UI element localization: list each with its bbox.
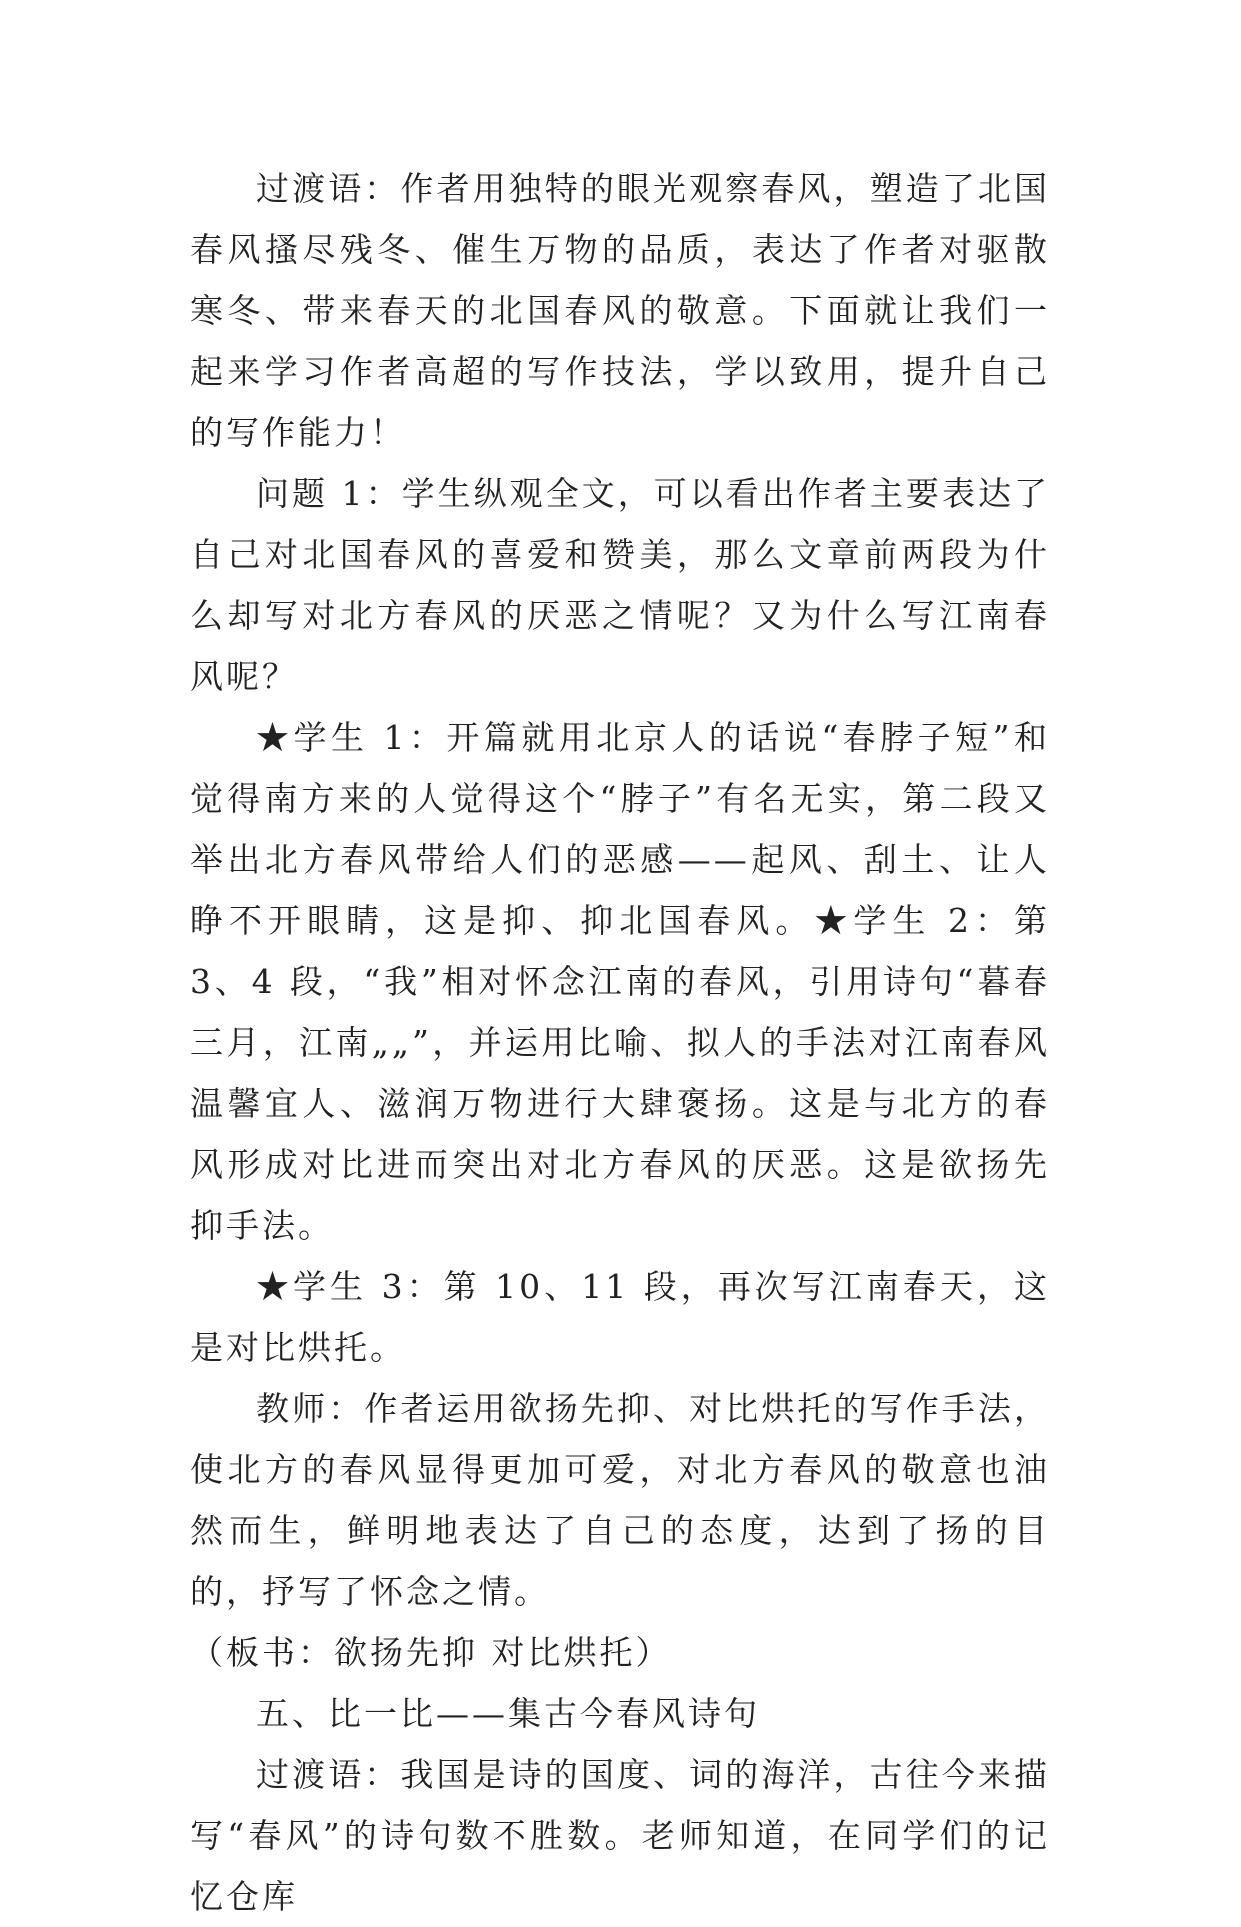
paragraph-transition-2: 过渡语：我国是诗的国度、词的海洋，古往今来描写“春风”的诗句数不胜数。老师知道，在同学们的记忆仓库	[190, 1755, 1050, 1916]
paragraph-question-1: 问题 1：学生纵观全文，可以看出作者主要表达了自己对北国春风的喜爱和赞美，那么文章前两段为什么却写对北方春风的厌恶之情呢？又为什么写江南春风呢？	[190, 474, 1050, 696]
document-body	[190, 158, 1050, 1927]
paragraph-teacher: 教师：作者运用欲扬先抑、对比烘托的写作手法，使北方的春风显得更加可爱，对北方春风的敬意也油然而生，鲜明地表达了自己的态度，达到了扬的目的，抒写了怀念之情。	[190, 1389, 1050, 1611]
paragraph-student-3: ★学生 3：第 10、11 段，再次写江南春天，这是对比烘托。	[190, 1267, 1050, 1367]
paragraph-student-1-2: ★学生 1：开篇就用北京人的话说“春脖子短”和觉得南方来的人觉得这个“脖子”有名无实，第二段又举出北方春风带给人们的恶感——起风、刮土、让人睁不开眼睛，这是抑、抑北国春风。★学生 2：第 3、4 段，“我”相对怀念江南的春风，引用诗句“暮春三月，江南„„”，并运用比喻、拟人的手法对江南春风温馨宜人、滋润万物进行大肆褒扬。这是与北方的春风形成对比进而突出对北方春风的厌恶。这是欲扬先抑手法。	[190, 718, 1050, 1245]
paragraph-blackboard-note: （板书：欲扬先抑 对比烘托）	[190, 1633, 672, 1672]
paragraph-transition-1: 过渡语：作者用独特的眼光观察春风，塑造了北国春风搔尽残冬、催生万物的品质，表达了作者对驱散寒冬、带来春天的北国春风的敬意。下面就让我们一起来学习作者高超的写作技法，学以致用，提升自己的写作能力！	[190, 169, 1050, 452]
section-heading-5: 五、比一比——集古今春风诗句	[256, 1694, 760, 1733]
